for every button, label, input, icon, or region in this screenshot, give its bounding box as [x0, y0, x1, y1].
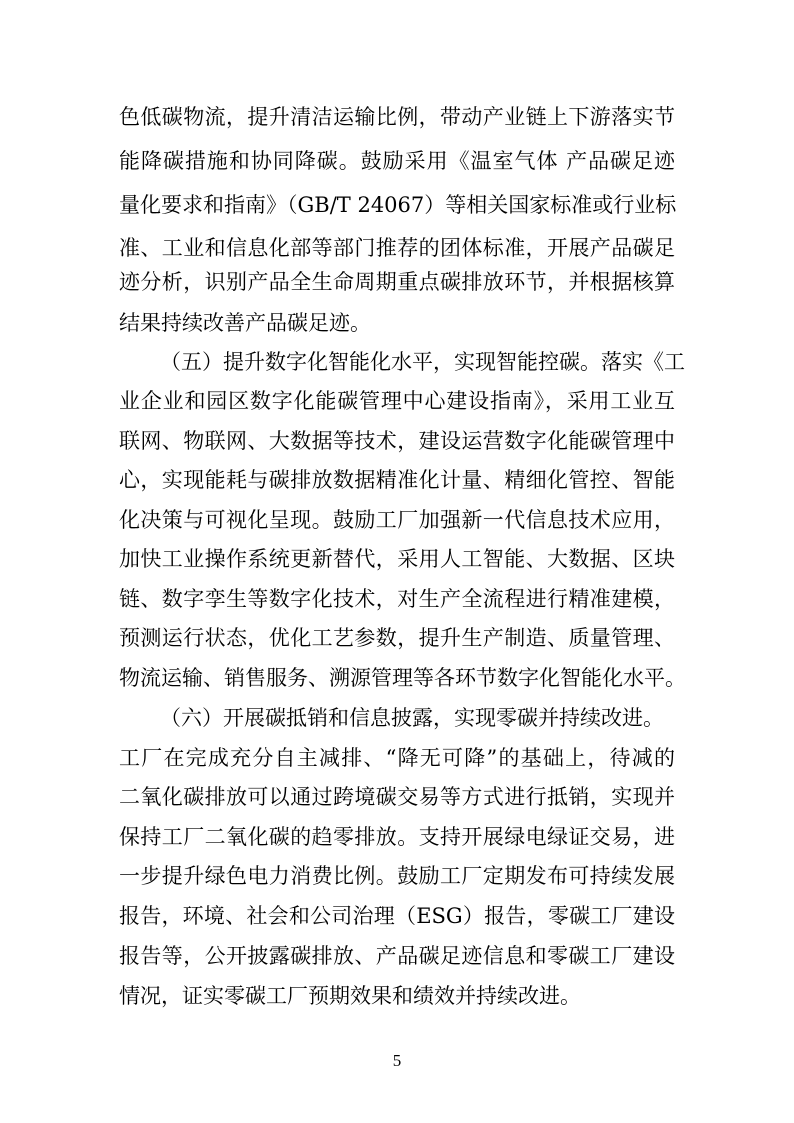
- paragraph-line: 准、工业和信息化部等部门推荐的团体标准，开展产品碳足: [119, 236, 675, 260]
- paragraph-line: 保持工厂二氧化碳的趋零排放。支持开展绿电绿证交易，进: [119, 825, 675, 849]
- paragraph-line: 心，实现能耗与碳排放数据精准化计量、精细化管控、智能: [119, 468, 675, 492]
- paragraph-line: 联网、物联网、大数据等技术，建设运营数字化能碳管理中: [119, 429, 675, 453]
- paragraph-line: 加快工业操作系统更新替代，采用人工智能、大数据、区块: [119, 547, 675, 571]
- paragraph-line: 工厂在完成充分自主减排、“降无可降”的基础上，待减的: [119, 746, 675, 770]
- paragraph-line: 化决策与可视化呈现。鼓励工厂加强新一代信息技术应用，: [119, 508, 675, 532]
- paragraph-line: 结果持续改善产品碳足迹。: [119, 311, 371, 335]
- section-heading-line: （五）提升数字化智能化水平，实现智能控碳。落实《工: [160, 350, 685, 374]
- paragraph-line: 量化要求和指南》（GB/T 24067）等相关国家标准或行业标: [119, 193, 677, 217]
- paragraph-line: 预测运行状态，优化工艺参数，提升生产制造、质量管理、: [119, 626, 675, 650]
- paragraph-line: 一步提升绿色电力消费比例。鼓励工厂定期发布可持续发展: [119, 864, 675, 888]
- paragraph-line: 色低碳物流，提升清洁运输比例，带动产业链上下游落实节: [119, 105, 675, 129]
- paragraph-line: 能降碳措施和协同降碳。鼓励采用《温室气体 产品碳足迹: [119, 149, 675, 173]
- paragraph-line: 二氧化碳排放可以通过跨境碳交易等方式进行抵销，实现并: [119, 785, 675, 809]
- paragraph-line: 报告等，公开披露碳排放、产品碳足迹信息和零碳工厂建设: [119, 944, 675, 968]
- paragraph-line: 物流运输、销售服务、溯源管理等各环节数字化智能化水平。: [119, 666, 686, 690]
- paragraph-line: 链、数字孪生等数字化技术，对生产全流程进行精准建模，: [119, 587, 675, 611]
- paragraph-line: 报告，环境、社会和公司治理（ESG）报告，零碳工厂建设: [119, 904, 675, 928]
- section-heading-line: （六）开展碳抵销和信息披露，实现零碳并持续改进。: [160, 706, 664, 730]
- paragraph-line: 迹分析，识别产品全生命周期重点碳排放环节，并根据核算: [119, 270, 675, 294]
- page-number: 5: [392, 1051, 402, 1070]
- paragraph-line: 情况，证实零碳工厂预期效果和绩效并持续改进。: [119, 984, 581, 1008]
- paragraph-line: 业企业和园区数字化能碳管理中心建设指南》，采用工业互: [119, 389, 675, 413]
